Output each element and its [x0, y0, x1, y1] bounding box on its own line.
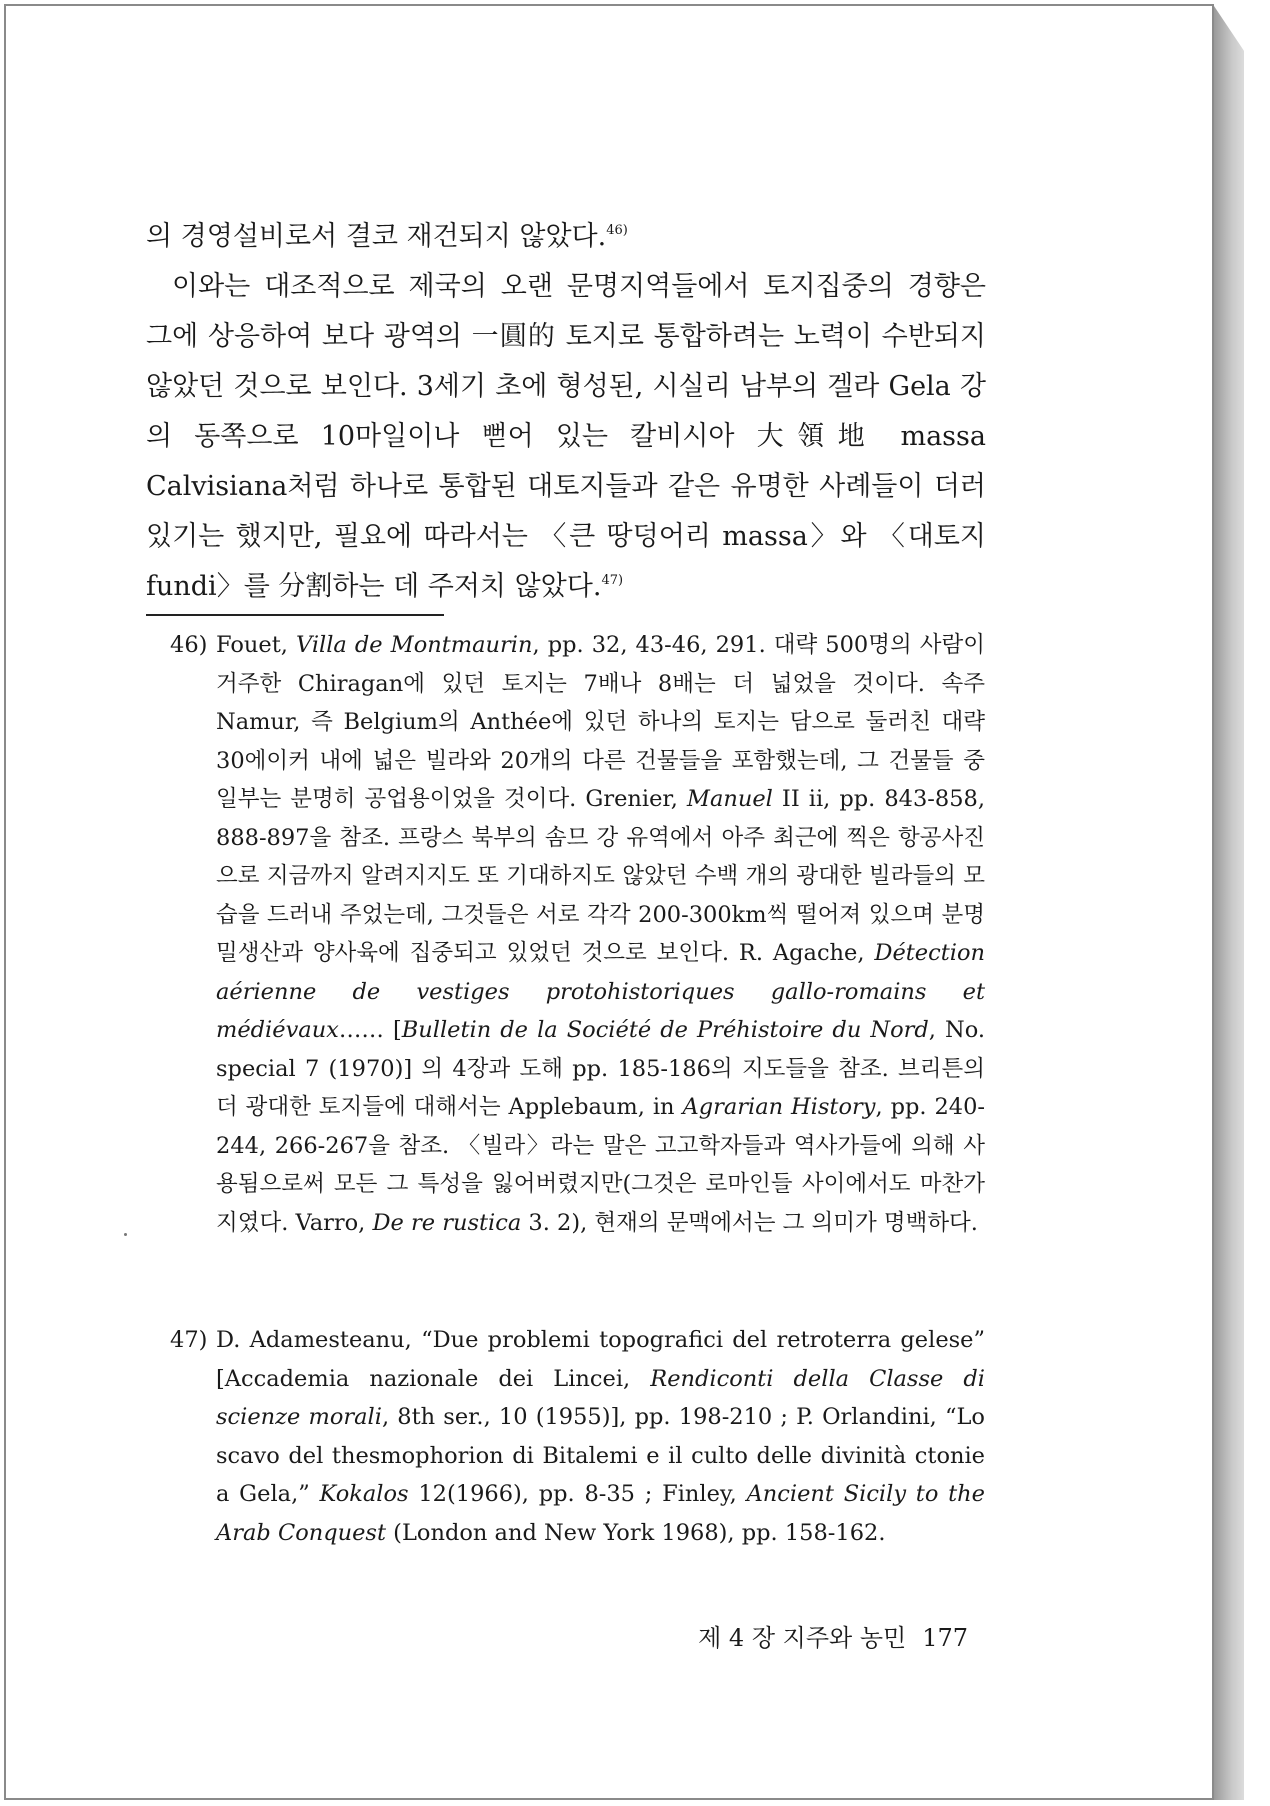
running-footer-chapter: 제 4 장 지주와 농민	[698, 1624, 907, 1652]
footnote-text: 12(1966), pp. 8-35 ; Finley,	[408, 1481, 747, 1507]
footnote-title: De re rustica	[372, 1209, 522, 1236]
footnote-title: Ancient Sicily to the Arab Conquest	[216, 1481, 985, 1546]
footnote-text: (London and New York 1968), pp. 158-162.	[386, 1519, 886, 1546]
footnote-separator	[146, 614, 444, 616]
footnote-text: II ii, pp. 843-858, 888-897을 참조. 프랑스 북부의 솜므 강 유역에서 아주 최근에 찍은 항공사진으로 지금까지 알려지지도 또 기대하지도 않았던 수백 개의 광대한 빌라들의 모습을 드러내 주었는데, 그것들은 서로 각각 200-300km씩 떨어져 있으며 분명 밀생산과 양사육에 집중되고 있었던 것으로 보인다. R. Agache,	[216, 786, 985, 966]
page-footer	[668, 1618, 968, 1658]
page-number: 177	[922, 1624, 968, 1652]
footnote-title: Manuel	[686, 786, 773, 812]
footnote-ref-47: 47)	[601, 573, 624, 588]
footnote-47	[170, 1321, 985, 1552]
footnote-text: , pp. 240-244, 266-267을 참조. 〈빌라〉라는 말은 고고학자들과 역사가들에 의해 사용됨으로써 모든 그 특성을 잃어버렸지만(그것은 로마인들 사이에서도 마찬가지였다. Varro,	[216, 1094, 985, 1236]
footnote-title: Rendiconti della Classe di scienze morali	[216, 1365, 985, 1430]
footnote-text: , 8th ser., 10 (1955)], pp. 198-210 ; P. Orlandini, “Lo scavo del thesmophorion di Bitalemi e il culto delle divinità ctonie a Gela,”	[216, 1404, 985, 1507]
footnote-46	[170, 626, 985, 1242]
footnote-title: Kokalos	[319, 1481, 409, 1507]
footnote-text: , pp. 32, 43-46, 291. 대략 500명의 사람이 거주한 Chiragan에 있던 토지는 7배나 8배는 더 넓었을 것이다. 속주 Namur, 즉 Belgium의 Anthée에 있던 하나의 토지는 담으로 둘러친 대략 30에이커 내에 넓은 빌라와 20개의 다른 건물들을 포함했는데, 그 건물들 중 일부는 분명히 공업용이었을 것이다. Grenier,	[216, 632, 985, 812]
scan-speck	[124, 1233, 127, 1236]
footnote-title: Villa de Montmaurin	[295, 632, 533, 658]
footnote-title: Agrarian History	[682, 1094, 876, 1120]
footnote-title: Détection aérienne de vestiges protohistoriques gallo-romains et médiévaux	[216, 940, 985, 1043]
footnote-text: …… [	[338, 1017, 402, 1043]
footnote-text: Fouet,	[216, 632, 296, 658]
footnote-ref-46: 46)	[606, 223, 628, 238]
main-paragraph	[146, 262, 986, 612]
footnote-title: Bulletin de la Société de Préhistoire du Nord	[401, 1017, 929, 1043]
footnote-number: 47)	[170, 1327, 208, 1353]
continued-paragraph-line	[146, 212, 986, 262]
footnote-text: 3. 2), 현재의 문맥에서는 그 의미가 명백하다.	[521, 1209, 978, 1236]
main-paragraph-text: 이와는 대조적으로 제국의 오랜 문명지역들에서 토지집중의 경향은 그에 상응하여 보다 광역의 一圓的 토지로 통합하려는 노력이 수반되지 않았던 것으로 보인다. 3세기 초에 형성된, 시실리 남부의 겔라 Gela 강의 동쪽으로 10마일이나 뻗어 있는 칼비시아 大領地 massa Calvisiana처럼 하나로 통합된 대토지들과 같은 유명한 사례들이 더러 있기는 했지만, 필요에 따라서는 〈큰 땅덩어리 massa〉와 〈대토지 fundi〉를 分割하는 데 주저치 않았다.	[146, 271, 986, 602]
book-spine-shadow	[1214, 6, 1244, 1800]
footnote-text: D. Adamesteanu, “Due problemi topografici del retroterra gelese” [Accademia nazionale dei Lincei,	[216, 1327, 985, 1392]
continued-text: 의 경영설비로서 결코 재건되지 않았다.	[146, 221, 607, 252]
footnote-number: 46)	[170, 632, 208, 658]
footnote-text: , No. special 7 (1970)] 의 4장과 도해 pp. 185-186의 지도들을 참조. 브리튼의 더 광대한 토지들에 대해서는 Applebaum, in	[216, 1017, 985, 1120]
